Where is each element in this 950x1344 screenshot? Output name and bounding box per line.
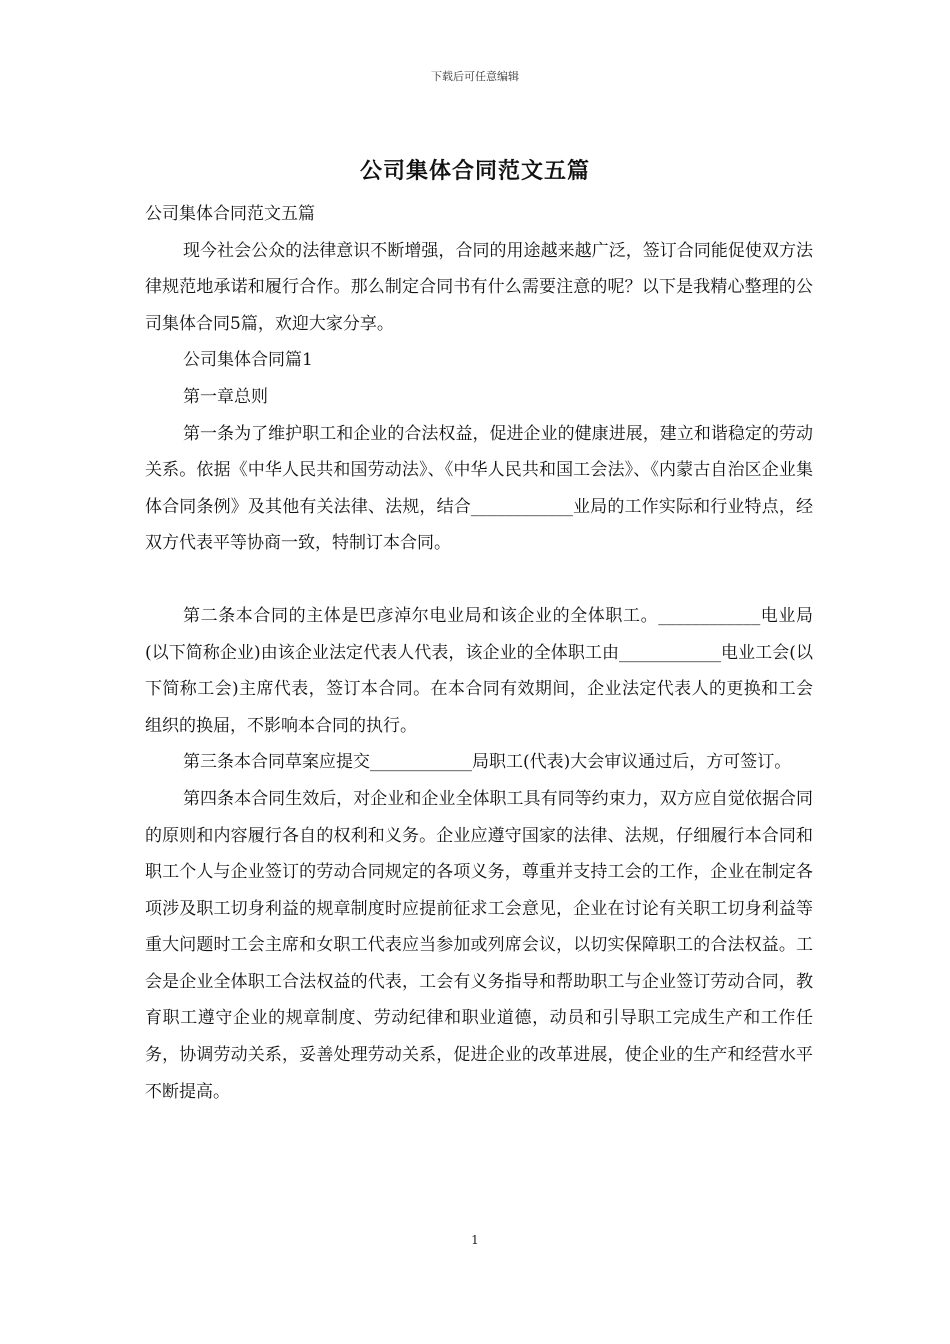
document-body (145, 196, 813, 1110)
page-number: 1 (471, 1233, 479, 1247)
paragraph-spacer (145, 562, 813, 598)
document-title: 公司集体合同范文五篇 (359, 158, 590, 184)
intro-paragraph: 现今社会公众的法律意识不断增强，合同的用途越来越广泛，签订合同能促使双方法律规范地承诺和履行合作。那么制定合同书有什么需要注意的呢？以下是我精心整理的公司集体合同5篇，欢迎大家分享。 (145, 240, 813, 334)
article-1-paragraph: 第一条为了维护职工和企业的合法权益，促进企业的健康进展，建立和谐稳定的劳动关系。依据《中华人民共和国劳动法》、《中华人民共和国工会法》、《内蒙古自治区企业集体合同条例》及其他有关法律、法规，结合____________业局的工作实际和行业特点，经双方代表平等协商一致，特制订本合同。 (145, 423, 813, 554)
document-subtitle: 公司集体合同范文五篇 (145, 204, 315, 224)
chapter-heading: 第一章总则 (183, 386, 268, 407)
article-4-paragraph: 第四条本合同生效后，对企业和企业全体职工具有同等约束力，双方应自觉依据合同的原则和内容履行各自的权利和义务。企业应遵守国家的法律、法规，仔细履行本合同和职工个人与企业签订的劳动合同规定的各项义务，尊重并支持工会的工作，企业在制定各项涉及职工切身利益的规章制度时应提前征求工会意见，企业在讨论有关职工切身利益等重大问题时工会主席和女职工代表应当参加或列席会议，以切实保障职工的合法权益。工会是企业全体职工合法权益的代表，工会有义务指导和帮助职工与企业签订劳动合同，教育职工遵守企业的规章制度、劳动纪律和职业道德，动员和引导职工完成生产和工作任务，协调劳动关系，妥善处理劳动关系，促进企业的改革进展，使企业的生产和经营水平不断提高。 (145, 788, 813, 1102)
article-3-paragraph: 第三条本合同草案应提交____________局职工(代表)大会审议通过后，方可签订。 (183, 752, 792, 773)
article-2-paragraph: 第二条本合同的主体是巴彦淖尔电业局和该企业的全体职工。____________电业局(以下简称企业)由该企业法定代表人代表，该企业的全体职工由____________电业工会(以下简称工会)主席代表，签订本合同。在本合同有效期间，企业法定代表人的更换和工会组织的换届，不影响本合同的执行。 (145, 605, 813, 736)
header-note: 下载后可任意编辑 (431, 70, 519, 83)
section-heading: 公司集体合同篇1 (183, 350, 313, 371)
